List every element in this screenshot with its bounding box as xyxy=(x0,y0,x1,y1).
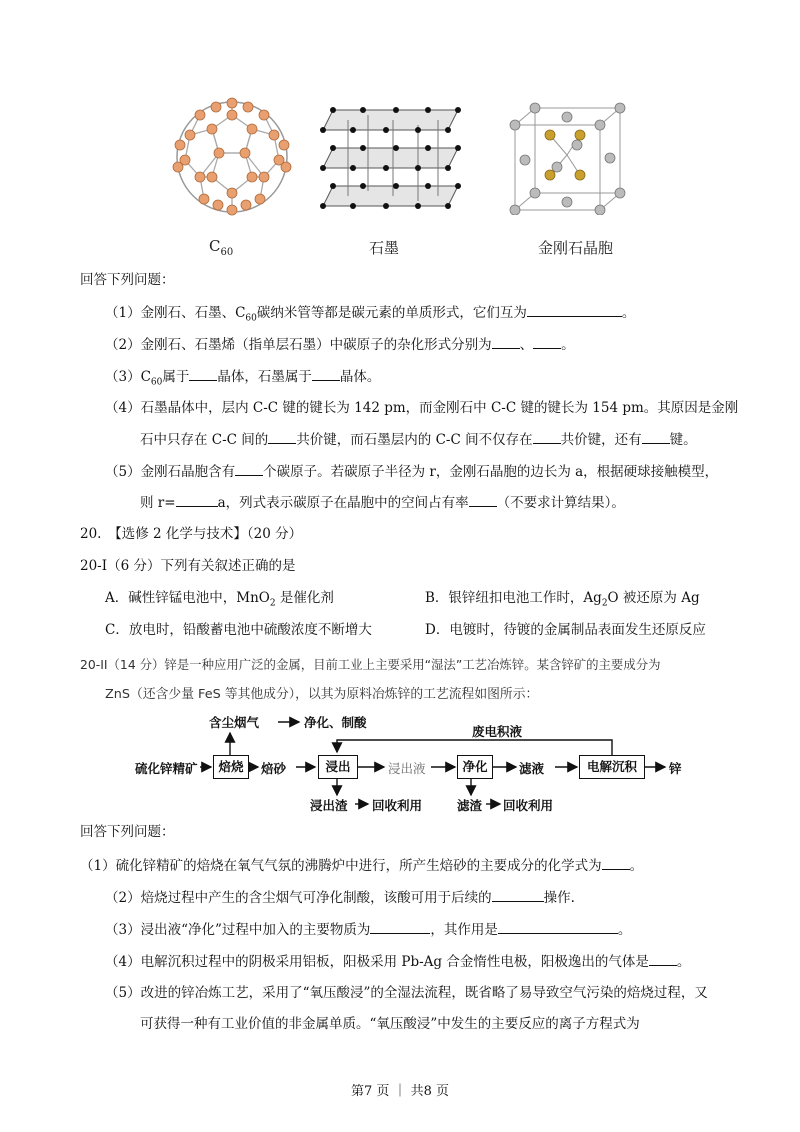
q20-sub5: （5）改进的锌冶炼工艺，采用了“氧压酸浸”的全湿法流程，既省略了易导致空气污染的焙烧过程，又 xyxy=(105,985,708,1001)
c60-caption: $C_{60}$ xyxy=(209,237,234,258)
diamond-caption: 金刚石晶胞 xyxy=(538,239,614,257)
q20-sub3: （3）浸出液“净化”过程中加入的主要物质为 ，其作用是 。 xyxy=(105,919,631,940)
answer-blank[interactable] xyxy=(370,919,430,934)
flow-gas: 含尘烟气 xyxy=(209,715,260,730)
flow-electro-box: 电解沉积 xyxy=(579,755,645,779)
q19-sub4-cont: 石中只存在 C-C 间的 共价键，而石墨层内的 C-C 间不仅存在 共价键，还有 键。 xyxy=(140,429,697,450)
q20-option-a: A．碱性锌锰电池中，MnO$_2$ 是催化剂 xyxy=(105,590,334,609)
flow-purify-box: 净化 xyxy=(457,755,493,779)
flow-residue2: 滤渣 xyxy=(457,798,483,813)
q20-sub5-cont: 可获得一种有工业价值的非金属单质。“氧压酸浸”中发生的主要反应的离子方程式为 xyxy=(140,1016,640,1032)
q20-sub4: （4）电解沉积过程中的阴极采用铝板，阳极采用 Pb-Ag 合金惰性电极，阳极逸出的气体是 。 xyxy=(105,951,690,972)
flow-recycle1: 回收利用 xyxy=(372,798,423,813)
answer-blank[interactable] xyxy=(602,855,630,870)
q19-sub4: （4）石墨晶体中，层内 C-C 键的键长为 142 pm，而金刚石中 C-C 键的键长为 154 pm。其原因是金刚 xyxy=(105,400,739,416)
flow-zinc: 锌 xyxy=(669,761,682,776)
flow-leachate: 浸出液 xyxy=(388,761,426,776)
q20-intro2: 回答下列问题： xyxy=(80,824,175,840)
q20-option-c: C．放电时，铅酸蓄电池中硫酸浓度不断增大 xyxy=(105,622,372,638)
q20-part2-line1: 20-II（14 分）锌是一种应用广泛的金属，目前工业上主要采用“湿法”工艺冶炼锌。某含锌矿的主要成分为 xyxy=(80,657,661,672)
page-footer: 第7 页 ｜ 共8 页 xyxy=(350,1084,450,1099)
q20-sub2: （2）焙烧过程中产生的含尘烟气可净化制酸，该酸可用于后续的 操作. xyxy=(105,887,575,908)
q19-sub5-cont: 则 r= a，列式表示碳原子在晶胞中的空间占有率 （不要求计算结果）。 xyxy=(140,492,625,513)
flow-leach-box: 浸出 xyxy=(318,755,358,779)
flow-purify-acid: 净化、制酸 xyxy=(304,715,367,730)
q20-title: 20. 【选修 2 化学与技术】（20 分） xyxy=(80,526,303,542)
answer-blank[interactable] xyxy=(498,919,618,934)
q20-part2-line2: ZnS（还含少量 FeS 等其他成分），以其为原料冶炼锌的工艺流程如图所示： xyxy=(105,687,539,702)
q19-intro: 回答下列问题： xyxy=(80,272,175,288)
flow-residue1: 浸出渣 xyxy=(310,798,348,813)
q19-sub2: （2）金刚石、石墨烯（指单层石墨）中碳原子的杂化形式分别为 、 。 xyxy=(105,334,575,355)
flow-ore: 硫化锌精矿 xyxy=(135,761,198,776)
q20-option-b: B．银锌纽扣电池工作时，$Ag_2O$ 被还原为 Ag xyxy=(425,590,700,609)
q19-sub1: （1）金刚石、石墨、$C_{60}$碳纳米管等都是碳元素的单质形式，它们互为 。 xyxy=(105,302,635,329)
q20-part1: 20-I（6 分）下列有关叙述正确的是 xyxy=(80,558,296,574)
flow-filtrate: 滤液 xyxy=(519,761,545,776)
graphite-caption: 石墨 xyxy=(369,239,400,257)
flow-waste-electrolyte: 废电积液 xyxy=(472,724,523,739)
q19-sub5: （5）金刚石晶胞含有 个碳原子。若碳原子半径为 r，金刚石晶胞的边长为 a，根据硬球接触模型， xyxy=(105,461,718,482)
answer-blank[interactable] xyxy=(649,951,677,966)
flow-calcine: 焙砂 xyxy=(261,761,287,776)
flow-recycle2: 回收利用 xyxy=(503,798,554,813)
q20-sub1: （1）硫化锌精矿的焙烧在氧气气氛的沸腾炉中进行，所产生焙砂的主要成分的化学式为 。 xyxy=(80,855,643,876)
q20-option-d: D．电镀时，待镀的金属制品表面发生还原反应 xyxy=(425,622,706,638)
answer-blank[interactable] xyxy=(492,887,544,902)
flow-roast-box: 焙烧 xyxy=(213,755,249,779)
q19-sub3: $(3)C_{60}$属于 晶体，石墨属于 晶体。 xyxy=(105,366,380,393)
